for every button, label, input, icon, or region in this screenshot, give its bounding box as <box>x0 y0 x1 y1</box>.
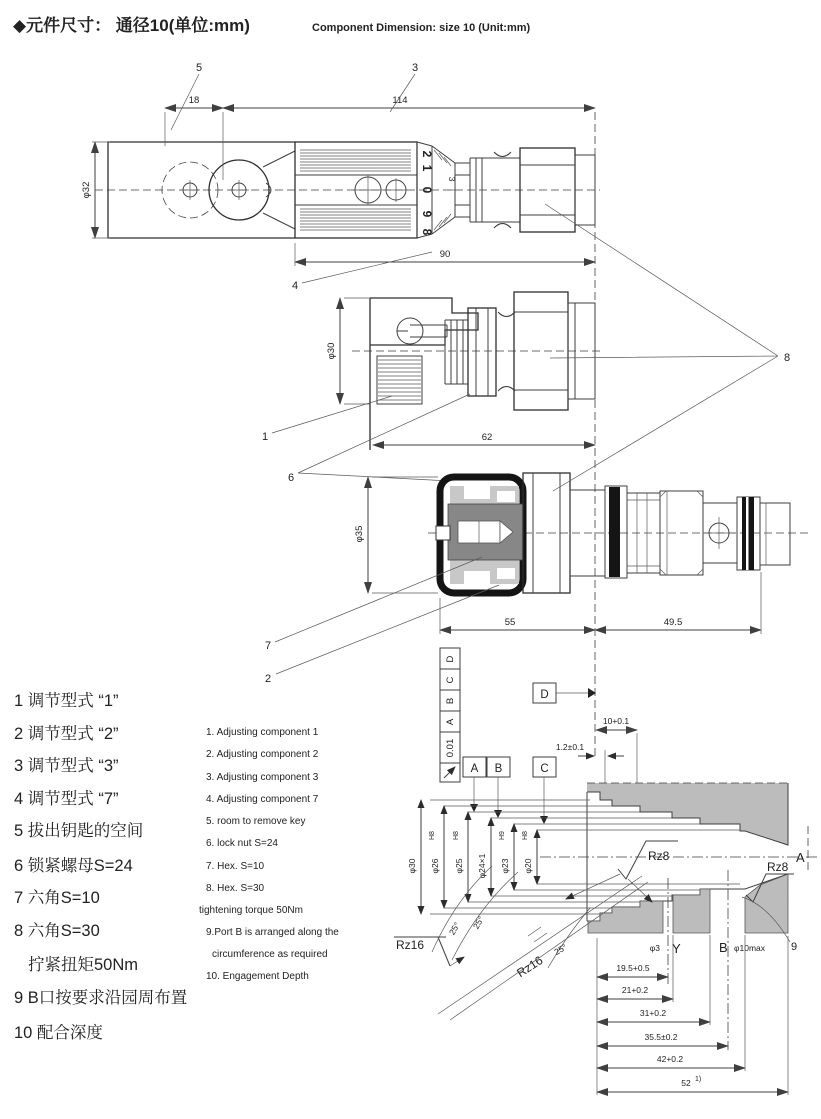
feature-control-frame <box>440 648 460 782</box>
bore-dia: φ20 <box>523 858 533 874</box>
dim-90: 90 <box>439 249 451 260</box>
note-cn: 4 调节型式 “7” <box>14 790 119 808</box>
angle-25: 25° <box>552 941 569 957</box>
note-cn: 3 调节型式 “3” <box>14 757 119 775</box>
callout-5: 5 <box>196 62 203 74</box>
datum-a-box: A <box>470 763 479 775</box>
o-ring <box>609 487 620 577</box>
bore-fit: H8 <box>522 831 529 840</box>
note-en: 9.Port B is arranged along the <box>206 927 339 938</box>
dial-number: 8 <box>420 228 434 236</box>
fcf-datum-b: B <box>445 697 456 705</box>
port-y-label: Y <box>672 941 681 956</box>
dim-52: 52 <box>681 1078 691 1088</box>
note-cn: 5 拔出钥匙的空间 <box>14 822 144 840</box>
dim-dia30: φ30 <box>326 342 337 360</box>
note-cn: 8 六角S=30 <box>14 922 100 940</box>
dial-number: 9 <box>420 210 434 218</box>
dim-19_5: 19.5+0.5 <box>616 963 650 973</box>
rz8-label: Rz8 <box>767 860 789 874</box>
callout-6: 6 <box>288 472 295 484</box>
dim-dia35: φ35 <box>354 525 365 543</box>
note-en: 6. lock nut S=24 <box>206 838 278 849</box>
view-middle <box>262 292 600 484</box>
notes-en <box>199 727 339 982</box>
housing-section-lower <box>673 889 710 933</box>
note-cn: 7 六角S=10 <box>14 889 100 907</box>
dial-number: 2 <box>420 150 434 158</box>
rz16-label: Rz16 <box>396 938 425 952</box>
bore-dia: φ30 <box>407 858 417 874</box>
note-cn: 2 调节型式 “2” <box>14 725 119 743</box>
bore-fit: H9 <box>499 831 506 840</box>
dim-21: 21+0.2 <box>621 985 649 995</box>
bore-dims <box>407 800 537 914</box>
note-en: 2. Adjusting component 2 <box>206 749 319 760</box>
callout-4: 4 <box>292 280 299 292</box>
note-cn: 10 配合深度 <box>14 1024 103 1042</box>
dim-dia32: φ32 <box>81 181 92 199</box>
note-en: 5. room to remove key <box>206 816 306 827</box>
note-en: 7. Hex. S=10 <box>206 861 265 872</box>
dim-62: 62 <box>481 432 493 443</box>
callout-9: 9 <box>791 941 798 953</box>
callout-1: 1 <box>262 431 269 443</box>
dim-114: 114 <box>392 95 408 106</box>
title-block <box>13 15 531 35</box>
housing-section-lower <box>745 874 788 933</box>
callout-8: 8 <box>784 352 791 364</box>
bore-fit: H8 <box>429 831 436 840</box>
note-en: 1. Adjusting component 1 <box>206 727 319 738</box>
datum-d-box: D <box>540 689 549 701</box>
note-cn: 6 锁紧螺母S=24 <box>14 857 133 875</box>
note-en: circumference as required <box>212 949 328 960</box>
note-en: 4. Adjusting component 7 <box>206 794 319 805</box>
bore-dia: φ25 <box>454 858 464 874</box>
note-cn: 9 B口按要求沿园周布置 <box>14 989 188 1007</box>
bore-dia: φ24×1 <box>477 853 487 879</box>
callout-7: 7 <box>265 640 272 652</box>
fcf-symbol-arrow <box>444 767 455 778</box>
bore-dia: φ26 <box>430 858 440 874</box>
section-label-a: A <box>796 850 805 865</box>
pilot-end <box>760 503 790 565</box>
title-en: Component Dimension: size 10 (Unit:mm) <box>312 22 531 34</box>
cavity-bottom-dims <box>597 935 788 1095</box>
fcf-tolerance: 0.01 <box>445 738 456 758</box>
rz16-label: Rz16 <box>514 953 546 981</box>
bore-fit: H8 <box>453 831 460 840</box>
port-b-label: B <box>719 940 728 955</box>
fcf-datum-d: D <box>445 655 456 663</box>
dial-number: 1 <box>420 164 434 172</box>
callout-2: 2 <box>265 673 272 685</box>
notes-cn <box>14 691 187 1042</box>
note-en: 3. Adjusting component 3 <box>206 772 319 783</box>
dim-49_5: 49.5 <box>663 617 683 628</box>
angle-25: 25° <box>446 920 462 937</box>
dim-31: 31+0.2 <box>639 1008 667 1018</box>
dial-small-number: 3 <box>447 176 457 182</box>
dim-phi3: φ3 <box>649 943 660 953</box>
dim-52-footnote: 1) <box>695 1076 702 1083</box>
dim-18: 18 <box>188 95 200 106</box>
bore-dia: φ23 <box>500 858 510 874</box>
dim-35_5: 35.5±0.2 <box>644 1032 678 1042</box>
dim-55: 55 <box>504 617 516 628</box>
dim-10-01: 10+0.1 <box>602 716 630 726</box>
view-cavity <box>394 648 818 1095</box>
dim-phi10max: φ10max <box>734 943 766 953</box>
note-en: 8. Hex. S=30 <box>206 883 265 894</box>
note-en: 10. Engagement Depth <box>206 971 309 982</box>
housing-section-lower <box>588 901 663 933</box>
note-en: tightening torque 50Nm <box>199 905 303 916</box>
note-cn: 拧紧扭矩50Nm <box>28 956 139 974</box>
dim-1_2: 1.2±0.1 <box>555 742 585 752</box>
note-cn: 1 调节型式 “1” <box>14 692 119 710</box>
title-cn: ◆元件尺寸： 通径10(单位:mm) <box>13 16 250 35</box>
callout-3: 3 <box>412 62 419 74</box>
dim-42: 42+0.2 <box>656 1054 684 1064</box>
angle-25: 25° <box>470 914 486 931</box>
rz8-label: Rz8 <box>648 849 670 863</box>
fcf-datum-c: C <box>445 676 456 684</box>
datum-b-box: B <box>494 763 503 775</box>
dial-number: 0 <box>420 186 434 194</box>
datum-c-box: C <box>540 763 549 775</box>
lock-nut-s24 <box>468 308 496 396</box>
fcf-datum-a: A <box>445 718 456 726</box>
